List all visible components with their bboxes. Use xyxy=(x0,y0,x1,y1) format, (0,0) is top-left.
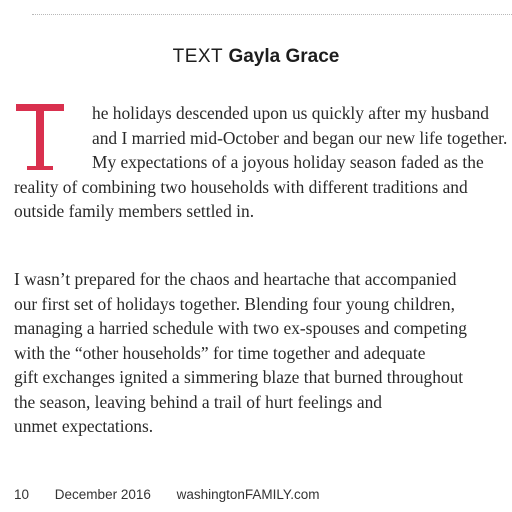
paragraph-line: our first set of holidays together. Blending four young children, xyxy=(14,293,455,314)
byline xyxy=(0,46,512,68)
byline-author: Gayla Grace xyxy=(228,46,340,67)
page-footer xyxy=(14,487,341,502)
paragraph-line: unmet expectations. xyxy=(14,416,154,436)
paragraph-line: outside family members settled in. xyxy=(14,201,255,221)
paragraph-1 xyxy=(14,101,512,224)
paragraph-line: reality of combining two households with different traditions and xyxy=(14,176,468,197)
paragraph-line: gift exchanges ignited a simmering blaze that burned throughout xyxy=(14,367,464,387)
paragraph-line: and I married mid-October and began our new life together. xyxy=(92,127,508,148)
paragraph-line: he holidays descended upon us quickly after my husband xyxy=(92,103,489,123)
top-divider xyxy=(32,14,512,15)
paragraph-line: My expectations of a joyous holiday season faded as the xyxy=(92,152,484,172)
paragraph-line: managing a harried schedule with two ex-spouses and competing xyxy=(14,318,467,338)
page-number: 10 xyxy=(14,487,30,502)
paragraph-line: with the “other households” for time together and adequate xyxy=(14,342,426,363)
site-name: washingtonFAMILY.com xyxy=(176,487,320,502)
paragraph-2 xyxy=(14,267,512,439)
paragraph-line: I wasn’t prepared for the chaos and heartache that accompanied xyxy=(14,269,457,289)
issue-date: December 2016 xyxy=(54,487,151,502)
paragraph-line: the season, leaving behind a trail of hurt feelings and xyxy=(14,391,382,412)
byline-prefix: TEXT xyxy=(172,46,224,67)
